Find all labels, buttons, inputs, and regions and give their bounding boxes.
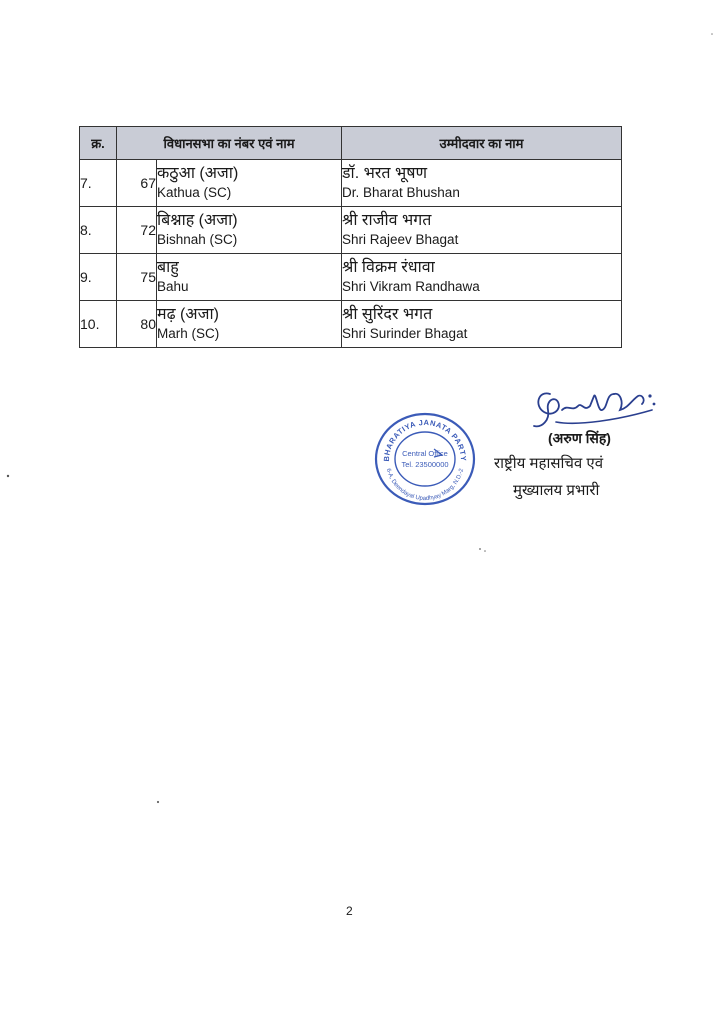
header-candidate: उम्मीदवार का नाम	[342, 127, 622, 160]
constituency-name-english: Bahu	[157, 279, 189, 294]
candidate-name-english: Dr. Bharat Bhushan	[342, 185, 460, 200]
stamp-address-text: 6-A, Deendayal Upadhyay Marg, N.D.-2	[384, 467, 466, 503]
signature-image	[528, 382, 658, 434]
candidate-name-hindi: श्री सुरिंदर भगत	[342, 306, 433, 323]
page-number: 2	[346, 904, 353, 918]
candidate-name-hindi: श्री विक्रम रंधावा	[342, 259, 435, 276]
constituency-name-hindi: कठुआ (अजा)	[157, 165, 239, 182]
row-constituency	[157, 207, 342, 254]
row-serial: 7.	[80, 160, 117, 207]
header-constituency: विधानसभा का नंबर एवं नाम	[117, 127, 342, 160]
row-candidate	[342, 207, 622, 254]
candidate-name-hindi: डॉ. भरत भूषण	[342, 165, 428, 182]
row-constituency-number: 67	[117, 160, 157, 207]
signatory-name: (अरुण सिंह)	[548, 430, 611, 446]
row-constituency	[157, 301, 342, 348]
table-header-row	[80, 127, 622, 160]
table-row	[80, 254, 622, 301]
table-row	[80, 160, 622, 207]
signatory-title-line1: राष्ट्रीय महासचिव एवं	[494, 455, 604, 472]
office-seal-stamp	[372, 411, 478, 507]
row-constituency	[157, 254, 342, 301]
row-constituency-number: 75	[117, 254, 157, 301]
signatory-title-line2: मुख्यालय प्रभारी	[513, 482, 600, 499]
constituency-name-english: Kathua (SC)	[157, 185, 232, 200]
candidate-name-english: Shri Surinder Bhagat	[342, 326, 468, 341]
row-candidate	[342, 254, 622, 301]
row-serial: 8.	[80, 207, 117, 254]
candidate-name-english: Shri Vikram Randhawa	[342, 279, 480, 294]
header-serial: क्र.	[80, 127, 117, 160]
table-row	[80, 207, 622, 254]
row-constituency-number: 72	[117, 207, 157, 254]
row-candidate	[342, 301, 622, 348]
stamp-center-line1: Central Office	[402, 449, 448, 458]
stamp-outer-text: BHARATIYA JANATA PARTY	[381, 417, 469, 462]
candidate-name-english: Shri Rajeev Bhagat	[342, 232, 459, 247]
table-row	[80, 301, 622, 348]
constituency-name-english: Bishnah (SC)	[157, 232, 238, 247]
candidate-table	[79, 126, 622, 348]
row-serial: 10.	[80, 301, 117, 348]
constituency-name-hindi: बिश्नाह (अजा)	[157, 212, 238, 229]
constituency-name-hindi: मढ़ (अजा)	[157, 306, 219, 323]
constituency-name-hindi: बाहु	[157, 259, 179, 276]
candidate-name-hindi: श्री राजीव भगत	[342, 212, 432, 229]
stamp-center-line2: Tel. 23500000	[401, 460, 449, 469]
constituency-name-english: Marh (SC)	[157, 326, 220, 341]
row-candidate	[342, 160, 622, 207]
row-constituency-number: 80	[117, 301, 157, 348]
row-serial: 9.	[80, 254, 117, 301]
row-constituency	[157, 160, 342, 207]
